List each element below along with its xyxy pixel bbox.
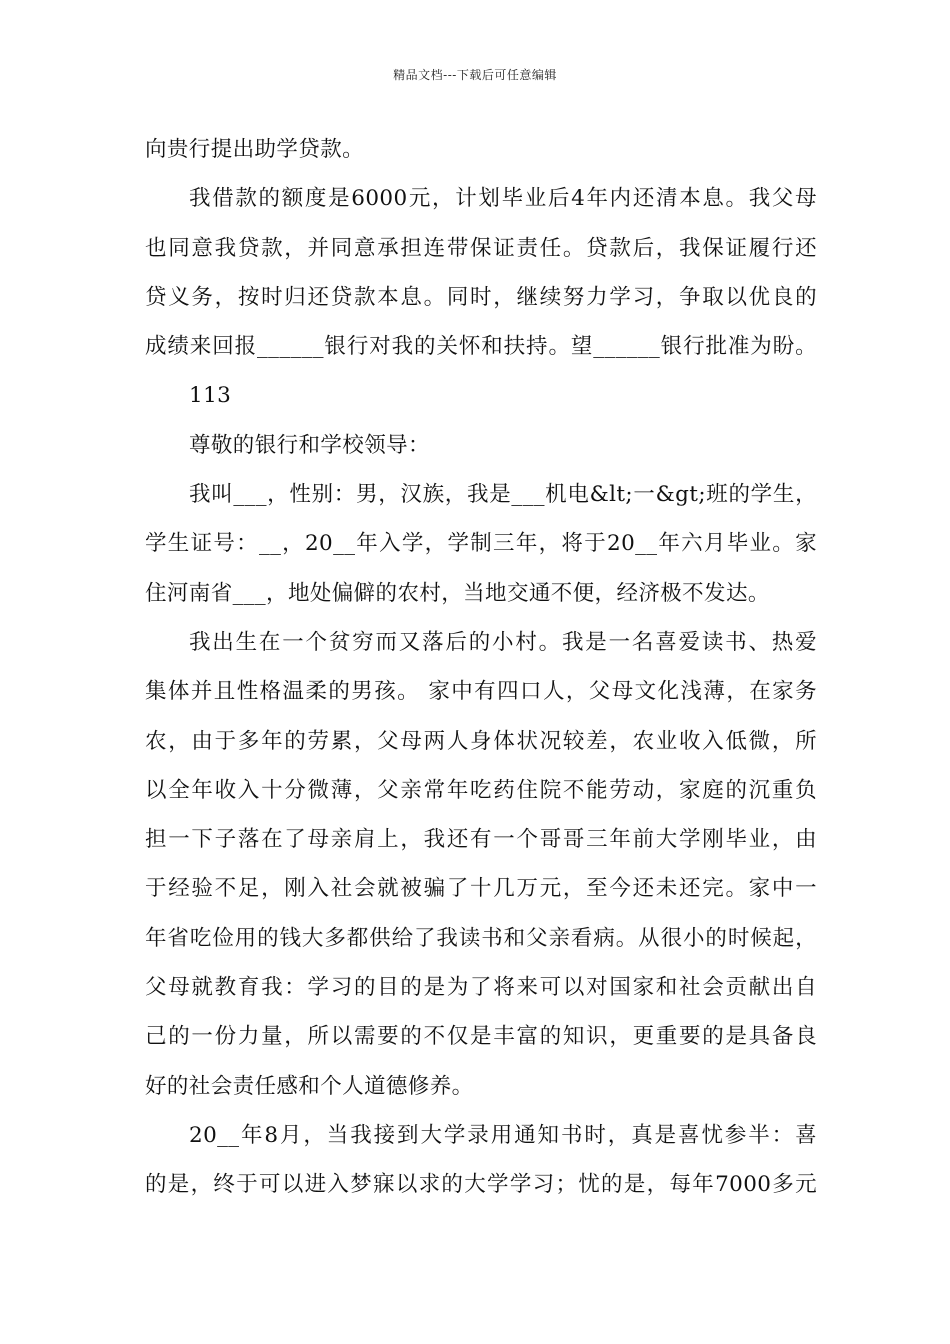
text-line: 我出生在一个贫穷而又落后的小村。我是一名喜爱读书、热爱	[189, 629, 817, 655]
text-line: 己的一份力量，所以需要的不仅是丰富的知识，更重要的是具备良	[145, 1024, 817, 1050]
text-line: 农，由于多年的劳累，父母两人身体状况较差，农业收入低微，所	[145, 728, 817, 754]
text-line: 好的社会责任感和个人道德修养。	[145, 1073, 474, 1099]
text-line: 我借款的额度是6000元，计划毕业后4年内还清本息。我父母	[189, 186, 817, 212]
document-body	[145, 132, 817, 1217]
text-line: 学生证号：__，20__年入学，学制三年，将于20__年六月毕业。家	[145, 531, 817, 557]
text-line: 贷义务，按时归还贷款本息。同时，继续努力学习，争取以优良的	[145, 284, 817, 310]
text-line: 的是，终于可以进入梦寐以求的大学学习；忧的是，每年7000多元	[145, 1172, 817, 1198]
text-line: 集体并且性格温柔的男孩。 家中有四口人，父母文化浅薄，在家务	[145, 679, 817, 705]
text-line: 尊敬的银行和学校领导：	[189, 432, 430, 458]
text-line: 住河南省___，地处偏僻的农村，当地交通不便，经济极不发达。	[145, 580, 770, 606]
text-line: 向贵行提出助学贷款。	[145, 137, 365, 162]
text-line: 我叫___，性别：男，汉族，我是___机电&lt;一&gt;班的学生，	[189, 482, 817, 508]
text-line: 担一下子落在了母亲肩上，我还有一个哥哥三年前大学刚毕业，由	[145, 827, 817, 853]
text-line: 父母就教育我：学习的目的是为了将来可以对国家和社会贡献出自	[145, 975, 817, 1001]
text-line: 113	[189, 383, 232, 409]
text-line: 于经验不足，刚入社会就被骗了十几万元，至今还未还完。家中一	[145, 876, 817, 902]
text-line: 也同意我贷款，并同意承担连带保证责任。贷款后，我保证履行还	[145, 235, 817, 261]
text-line: 以全年收入十分微薄，父亲常年吃药住院不能劳动，家庭的沉重负	[145, 777, 817, 803]
text-line: 年省吃俭用的钱大多都供给了我读书和父亲看病。从很小的时候起，	[145, 925, 817, 951]
text-line: 20__年8月，当我接到大学录用通知书时，真是喜忧参半：喜	[189, 1122, 817, 1148]
text-line: 成绩来回报______银行对我的关怀和扶持。望______银行批准为盼。	[145, 334, 817, 360]
page-header: 精品文档---下载后可任意编辑	[393, 68, 557, 82]
